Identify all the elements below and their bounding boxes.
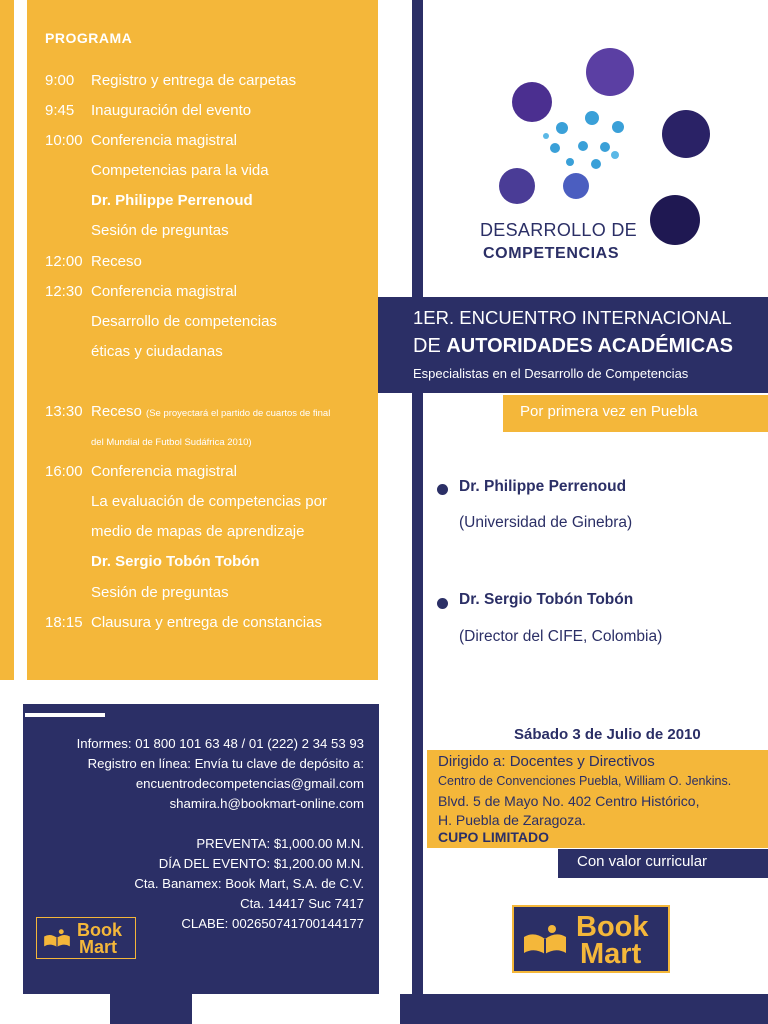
bottom-navy-band <box>400 994 768 1024</box>
program-item: éticas y ciudadanas <box>91 343 223 360</box>
logo-dot <box>600 142 610 152</box>
logo-dot <box>662 110 710 158</box>
logo-dot <box>566 158 574 166</box>
logo-dot <box>550 143 560 153</box>
curricular-banner: Con valor curricular <box>558 849 768 878</box>
speaker-name: Dr. Philippe Perrenoud <box>459 478 627 495</box>
open-book-icon <box>42 928 72 950</box>
audience: Dirigido a: Docentes y Directivos <box>438 753 655 770</box>
program-item: Desarrollo de competencias <box>91 313 277 330</box>
bookmart-word-mart: Mart <box>79 937 118 957</box>
program-item: La evaluación de competencias por <box>91 493 327 510</box>
logo-dot <box>563 173 589 199</box>
logo-dot <box>650 195 700 245</box>
contact-email: encuentrodecompetencias@gmail.com <box>135 776 364 791</box>
speaker-name: Dr. Sergio Tobón Tobón <box>459 591 634 608</box>
speaker-affiliation: (Universidad de Ginebra) <box>459 514 633 531</box>
divider <box>25 713 105 717</box>
logo-dot <box>611 151 619 159</box>
program-item: 12:00 Receso <box>45 253 142 270</box>
program-item: 9:00 Registro y entrega de carpetas <box>45 72 297 89</box>
open-book-icon <box>522 923 568 959</box>
price-line: PREVENTA: $1,000.00 M.N. <box>196 836 364 851</box>
bank-line: Cta. 14417 Suc 7417 <box>240 896 364 911</box>
event-subtitle: Especialistas en el Desarrollo de Competencias <box>413 366 689 381</box>
logo-dot <box>591 159 601 169</box>
event-title-line1: 1ER. ENCUENTRO INTERNACIONAL <box>413 307 732 328</box>
program-item: Competencias para la vida <box>91 162 269 179</box>
bullet-icon <box>437 484 448 495</box>
logo-text-line2: COMPETENCIAS <box>483 245 620 262</box>
event-date: Sábado 3 de Julio de 2010 <box>514 726 701 743</box>
logo-dot <box>578 141 588 151</box>
program-title: PROGRAMA <box>45 30 133 46</box>
logo-dot <box>585 111 599 125</box>
program-item: 10:00 Conferencia magistral <box>45 132 237 149</box>
program-item: Dr. Philippe Perrenoud <box>91 192 253 209</box>
bookmart-word-mart: Mart <box>580 938 642 970</box>
bottom-navy-block <box>110 994 192 1024</box>
program-item: Dr. Sergio Tobón Tobón <box>91 553 260 570</box>
bank-line: Cta. Banamex: Book Mart, S.A. de C.V. <box>134 876 364 891</box>
event-title-line2: DE AUTORIDADES ACADÉMICAS <box>413 335 734 357</box>
price-line: DÍA DEL EVENTO: $1,200.00 M.N. <box>158 856 364 871</box>
program-item: Sesión de preguntas <box>91 222 229 239</box>
venue: Centro de Convenciones Puebla, William O. Jenkins. <box>438 774 732 788</box>
program-item: 9:45 Inauguración del evento <box>45 102 252 119</box>
contact-line: Informes: 01 800 101 63 48 / 01 (222) 2 34 53 93 <box>76 736 364 751</box>
bullet-icon <box>437 598 448 609</box>
logo-dot <box>543 133 549 139</box>
first-time-banner: Por primera vez en Puebla <box>503 395 768 432</box>
address-line1: Blvd. 5 de Mayo No. 402 Centro Histórico, <box>438 793 700 809</box>
program-item: 13:30 Receso (Se proyectará el partido de cuartos de final <box>45 403 331 420</box>
program-item: medio de mapas de aprendizaje <box>91 523 305 540</box>
bank-line: CLABE: 002650741700144177 <box>181 916 364 931</box>
logo-text-line1: DESARROLLO DE <box>480 220 637 240</box>
bookmart-logo <box>512 905 670 973</box>
logo-dot <box>556 122 568 134</box>
contact-line: Registro en línea: Envía tu clave de depósito a: <box>87 756 364 771</box>
logo-dot <box>512 82 552 122</box>
contact-email: shamira.h@bookmart-online.com <box>169 796 364 811</box>
logo-dot <box>586 48 634 96</box>
program-item: Sesión de preguntas <box>91 584 229 601</box>
logo-dot <box>499 168 535 204</box>
logo-dot <box>612 121 624 133</box>
speaker-affiliation: (Director del CIFE, Colombia) <box>459 628 663 645</box>
program-item: del Mundial de Futbol Sudáfrica 2010) <box>91 437 252 448</box>
address-line2: H. Puebla de Zaragoza. <box>438 812 586 828</box>
bookmart-logo-small <box>36 917 136 959</box>
program-item: 12:30 Conferencia magistral <box>45 283 237 300</box>
right-navy-bar <box>412 0 423 1024</box>
left-gold-strip <box>0 0 14 680</box>
limited-capacity: CUPO LIMITADO <box>438 829 549 845</box>
bookmart-word-book: Book <box>77 920 122 940</box>
program-item: 18:15 Clausura y entrega de constancias <box>45 614 322 631</box>
program-item: 16:00 Conferencia magistral <box>45 463 237 480</box>
bookmart-word-book: Book <box>576 911 649 943</box>
